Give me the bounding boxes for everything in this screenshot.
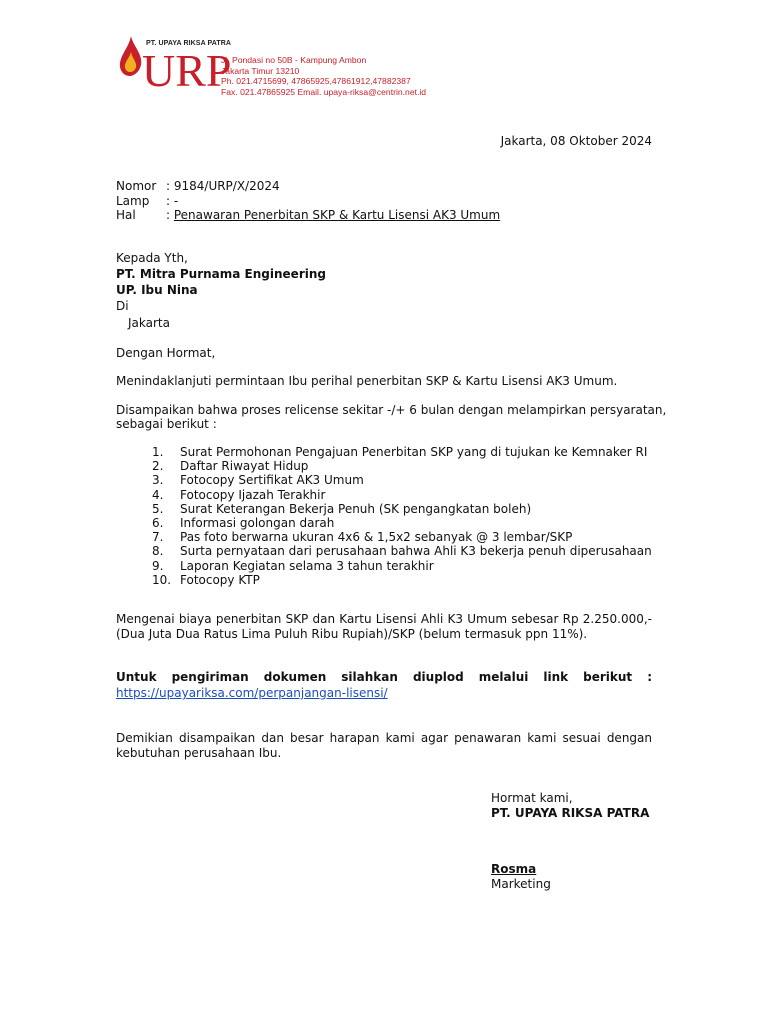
lamp-row: [116, 194, 178, 208]
list-item: 3. Fotocopy Sertifikat AK3 Umum: [152, 473, 364, 488]
list-item: 8. Surta pernyataan dari perusahaan bahwa Ahli K3 bekerja penuh diperusahaan: [152, 544, 652, 559]
list-item: 5. Surat Keterangan Bekerja Penuh (SK pengangkatan boleh): [152, 501, 532, 516]
hal-colon: :: [166, 208, 174, 222]
upload-link[interactable]: https://upayariksa.com/perpanjangan-lisensi/: [116, 686, 388, 700]
paragraph-process-line2: sebagai berikut :: [116, 417, 217, 431]
paragraph-process-line1: Disampaikan bahwa proses relicense sekitar -/+ 6 bulan dengan melampirkan persyaratan,: [116, 403, 667, 417]
letter-date: Jakarta, 08 Oktober 2024: [500, 134, 652, 148]
paragraph-upload: Untuk pengiriman dokumen silahkan diuplod melalui link berikut :: [116, 670, 652, 684]
address-line: Jakarta Timur 13210: [221, 65, 300, 76]
recipient-di: Di: [116, 299, 129, 313]
recipient-company: PT. Mitra Purnama Engineering: [116, 267, 326, 281]
paragraph-intro: Menindaklanjuti permintaan Ibu perihal penerbitan SKP & Kartu Lisensi AK3 Umum.: [116, 374, 618, 388]
letterhead-address: [221, 55, 426, 97]
hal-label: Hal: [116, 208, 136, 222]
paragraph-fee: Mengenai biaya penerbitan SKP dan Kartu Lisensi Ahli K3 Umum sebesar Rp 2.250.000,- (Dua Juta Dua Ratus Lima Puluh Ribu Rupiah)/SKP (belum termasuk ppn 11%).: [116, 612, 652, 641]
closing-regards: Hormat kami,: [491, 791, 573, 805]
signer-title: Marketing: [491, 877, 551, 891]
nomor-row: [116, 179, 280, 193]
list-item: 6. Informasi golongan darah: [152, 516, 335, 531]
signer-name: Rosma: [491, 862, 537, 876]
address-line: Jl. Pondasi no 50B - Kampung Ambon: [221, 55, 367, 65]
logo-wordmark: URP: [142, 45, 232, 96]
list-item: 9. Laporan Kegiatan selama 3 tahun terakhir: [152, 558, 434, 573]
salutation: Dengan Hormat,: [116, 346, 216, 360]
list-item: 1. Surat Permohonan Pengajuan Penerbitan SKP yang di tujukan ke Kemnaker RI: [152, 445, 648, 459]
list-item: 10. Fotocopy KTP: [152, 572, 260, 587]
nomor-value: : 9184/URP/X/2024: [166, 179, 280, 193]
recipient-greeting: Kepada Yth,: [116, 251, 188, 265]
fax-email-line: Fax. 021.47865925 Email. upaya-riksa@centrin.net.id: [221, 86, 427, 97]
lamp-value: : -: [166, 194, 179, 208]
closing-company: PT. UPAYA RIKSA PATRA: [491, 806, 650, 820]
recipient-attention: UP. Ibu Nina: [116, 283, 198, 297]
hal-row: [116, 208, 500, 222]
flame-drop-icon: [119, 36, 143, 76]
list-item: 7. Pas foto berwarna ukuran 4x6 & 1,5x2 sebanyak @ 3 lembar/SKP: [152, 530, 573, 545]
recipient-city: Jakarta: [128, 316, 170, 330]
nomor-label: Nomor: [116, 179, 157, 193]
subject-text: Penawaran Penerbitan SKP & Kartu Lisensi AK3 Umum: [173, 208, 501, 222]
paragraph-closing: Demikian disampaikan dan besar harapan kami agar penawaran kami sesuai dengan kebutuhan perusahaan Ibu.: [116, 731, 652, 760]
lamp-label: Lamp: [116, 194, 150, 208]
phone-line: Ph. 021.4715699, 47865925,47861912,47882387: [221, 76, 411, 87]
list-item: 2. Daftar Riwayat Hidup: [152, 459, 309, 474]
company-name-small: PT. UPAYA RIKSA PATRA: [146, 40, 232, 47]
list-item: 4. Fotocopy Ijazah Terakhir: [152, 487, 326, 502]
company-logo: [119, 32, 232, 96]
requirements-list: [116, 445, 652, 587]
